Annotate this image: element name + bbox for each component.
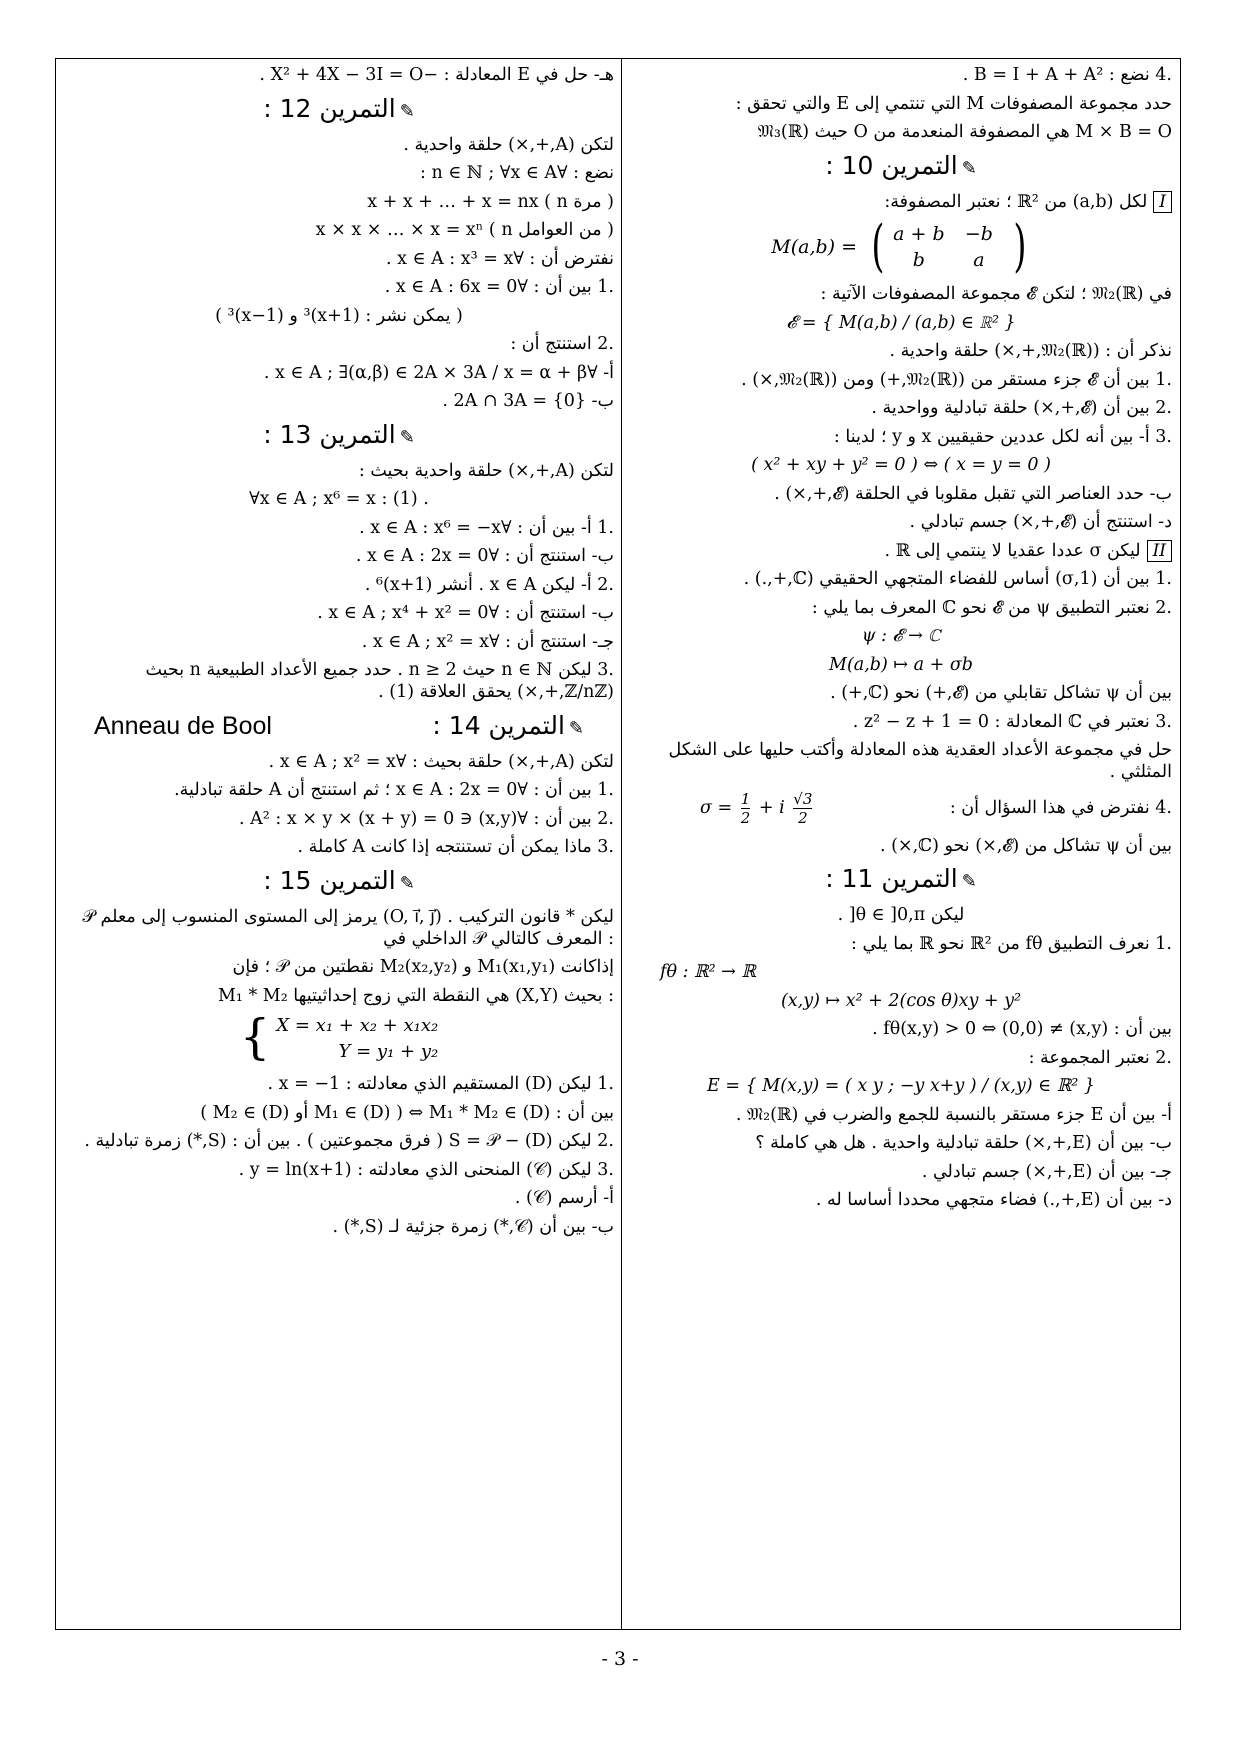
- sigma-value: σ = $\frac{1}{2}$ + i $\frac{√3}{2}$: [700, 789, 813, 827]
- ex9-parth: هـ- حل في E المعادلة : −X² + 4X − 3I = O .: [259, 65, 614, 85]
- ex11-q2d: د- بين أن (E,+,.) فضاء متجهي محددا أساسا له .: [815, 1190, 1172, 1210]
- ex10-intro: Iلكل (a,b) من ℝ² ؛ نعتبر المصفوفة:: [630, 191, 1172, 213]
- ex10-set-def: 𝓔 = { M(a,b) / (a,b) ∈ ℝ² }: [786, 312, 1016, 333]
- pencil-icon: ✎: [399, 100, 415, 122]
- exercise-11-title: ✎التمرين 11 :: [630, 863, 1172, 898]
- f-definition-1: fθ : ℝ² → ℝ: [660, 962, 756, 982]
- ex10-p2-q2b: بين أن ψ تشاكل تقابلي من (𝓔,+) نحو (ℂ,+) .: [830, 683, 1172, 703]
- ex11-intro: ليكن θ ∈ ]0,π[ .: [837, 905, 965, 925]
- exercise-14-title: Anneau de Bool ✎التمرين 14 :: [64, 710, 614, 745]
- ex14-q1: .1 بين أن : ∀x ∈ A : 2x = 0 ؛ ثم استنتج أن A حلقة تبادلية.: [174, 780, 614, 800]
- ex9-q4-line2: حدد مجموعة المصفوفات M التي تنتمي إلى E والتي تحقق :: [735, 93, 1172, 114]
- page-number: - 3 -: [601, 1648, 639, 1670]
- ex10-q3b: ب- حدد العناصر التي تقبل مقلوبا في الحلقة (𝓔,+,×) .: [774, 483, 1172, 504]
- ex11-q1b: بين أن : (x,y) ≠ (0,0) ⇔ fθ(x,y) > 0 .: [872, 1019, 1172, 1039]
- ex13-q2b: ب- استنتج أن : ∀x ∈ A ; x⁴ + x² = 0 .: [317, 603, 614, 623]
- ex13-q2a: .2 أ- ليكن x ∈ A . أنشر (x+1)⁶ .: [364, 574, 614, 595]
- ex12-intro: لتكن (A,+,×) حلقة واحدية .: [403, 134, 614, 155]
- ex10-recall: نذكر أن : (𝔐₂(ℝ),+,×) حلقة واحدية .: [889, 341, 1172, 361]
- ex15-q3b: ب- بين أن (𝒞,*) زمرة جزئية لـ (S,*) .: [332, 1216, 614, 1237]
- set-E-definition: E = { M(x,y) = ( x y ; −y x+y ) / (x,y) ∈ ℝ² }: [707, 1076, 1095, 1096]
- ex12-q1: .1 بين أن : ∀x ∈ A : 6x = 0 .: [384, 277, 614, 297]
- ex10-p2-q1: .1 بين أن (1,σ) أساس للفضاء المتجهي الحقيقي (ℂ,+,.) .: [743, 569, 1172, 589]
- ex12-q2b: ب- 2A ∩ 3A = {0} .: [442, 391, 614, 411]
- ex15-q3a: أ- أرسم (𝒞) .: [514, 1188, 614, 1208]
- ex13-q1b: ب- استنتج أن : ∀x ∈ A : 2x = 0 .: [355, 546, 614, 566]
- ex12-q2a: أ- ∀x ∈ A ; ∃(α,β) ∈ 2A × 3A / x = α + β .: [263, 362, 614, 383]
- ex13-condition: ∀x ∈ A ; x⁶ = x : (1) .: [249, 489, 429, 509]
- ex10-q1: .1 بين أن 𝓔 جزء مستقر من (𝔐₂(ℝ),+) ومن (𝔐₂(ℝ),×) .: [741, 369, 1172, 390]
- ex14-intro: لتكن (A,+,×) حلقة بحيث : ∀x ∈ A ; x² = x .: [268, 751, 614, 772]
- ex15-intro2: إذاكانت M₁(x₁,y₁) و M₂(x₂,y₂) نقطتين من 𝒫 ؛ فإن: [232, 957, 614, 977]
- ex15-q1: .1 ليكن (D) المستقيم الذي معادلته : x = −1 .: [267, 1074, 614, 1094]
- ex12-q1-hint: ( يمكن نشر : (x+1)³ و (x−1)³ ): [215, 305, 463, 326]
- ex15-q3: .3 ليكن (𝒞) المنحنى الذي معادلته : y = ln(x+1) .: [238, 1159, 614, 1180]
- ex11-q2a: أ- بين أن E جزء مستقر بالنسبة للجمع والضرب في 𝔐₂(ℝ) .: [735, 1104, 1172, 1125]
- part-label-I: I: [1153, 191, 1172, 213]
- f-definition-2: (x,y) ↦ x² + 2(cos θ)xy + y²: [780, 990, 1022, 1011]
- ex10-q3a-eq: ( x² + xy + y² = 0 ) ⇔ ( x = y = 0 ): [751, 455, 1051, 475]
- exercise-13-title: ✎التمرين 13 :: [64, 419, 614, 454]
- left-column: [64, 64, 614, 1244]
- ex14-q2: .2 بين أن : ∀(x,y) ∈ A² : x × y × (x + y) = 0 .: [239, 808, 614, 829]
- ex15-intro3: M₁ * M₂ هي النقطة التي زوج إحداثيتيها (X,Y) بحيث :: [217, 985, 614, 1006]
- ex10-p2-q3: .3 نعتبر في ℂ المعادلة : z² − z + 1 = 0 .: [852, 711, 1172, 732]
- pencil-icon: ✎: [961, 157, 977, 179]
- ex10-p2-q3b: حل في مجموعة الأعداد العقدية هذه المعادلة وأكتب حليها على الشكل المثلثي .: [668, 740, 1172, 782]
- ex10-q3a: .3 أ- بين أنه لكل عددين حقيقيين x و y ؛ لدينا :: [833, 426, 1172, 447]
- psi-definition-1: ψ : 𝓔 → ℂ: [861, 626, 941, 646]
- pencil-icon: ✎: [568, 717, 584, 739]
- psi-definition-2: M(a,b) ↦ a + σb: [829, 654, 973, 675]
- ex11-q2c: جـ- بين أن (E,+,×) جسم تبادلي .: [921, 1161, 1172, 1182]
- ex10-p2-q4: .4 نفترض في هذا السؤال أن : σ = $\frac{1}{2}$ + i $\frac{√3}{2}$: [700, 789, 1172, 827]
- ex15-q2: .2 ليكن S = 𝒫 − (D) ( فرق مجموعتين ) . بين أن : (S,*) زمرة تبادلية .: [84, 1131, 614, 1151]
- ex12-q2: .2 استنتج أن :: [510, 334, 614, 354]
- ex13-q2c: جـ- استنتج أن : ∀x ∈ A ; x² = x .: [361, 631, 614, 652]
- exercise-12-title: ✎التمرين 12 :: [64, 93, 614, 128]
- ex10-p2-q2: .2 نعتبر التطبيق ψ من 𝓔 نحو ℂ المعرف بما يلي :: [811, 597, 1172, 618]
- pencil-icon: ✎: [399, 426, 415, 448]
- pencil-icon: ✎: [399, 872, 415, 894]
- ex10-p2-q4b: بين أن ψ تشاكل من (𝓔,×) نحو (ℂ,×) .: [879, 835, 1172, 856]
- ex13-intro: لتكن (A,+,×) حلقة واحدية بحيث :: [358, 460, 614, 481]
- ex15-q1b: بين أن : M₁ * M₂ ∈ (D) ⇔ ( M₁ ∈ (D) أو M₂ ∈ (D) ): [200, 1102, 614, 1123]
- ex11-q2: .2 نعتبر المجموعة :: [1028, 1047, 1172, 1068]
- law-system: { X = x₁ + x₂ + x₁x₂ Y = y₁ + y₂: [239, 1009, 439, 1065]
- column-divider: [621, 58, 622, 1630]
- anneau-de-bool-label: Anneau de Bool: [94, 711, 272, 740]
- ex12-def-prod: x × x × … × x = xⁿ ( n من العوامل ): [315, 220, 614, 240]
- ex12-assume: نفترض أن : ∀x ∈ A : x³ = x .: [386, 248, 614, 269]
- exercise-10-title: ✎التمرين 10 :: [630, 150, 1172, 185]
- exercise-15-title: ✎التمرين 15 :: [64, 865, 614, 900]
- ex15-intro1: 𝒫 يرمز إلى المستوى المنسوب إلى معلم (O, i⃗, j⃗) . ليكن * قانون التركيب الداخلي في 𝒫 المعرف كالتالي :: [82, 906, 614, 949]
- ex14-q3: .3 ماذا يمكن أن تستنتجه إذا كانت A كاملة .: [297, 837, 614, 857]
- right-column: [630, 64, 1172, 1218]
- ex11-q2b: ب- بين أن (E,+,×) حلقة تبادلية واحدية . هل هي كاملة ؟: [755, 1133, 1172, 1153]
- ex10-q2: .2 بين أن (𝓔,+,×) حلقة تبادلية وواحدية .: [871, 398, 1172, 418]
- ex10-set-intro: في 𝔐₂(ℝ) ؛ لتكن 𝓔 مجموعة المصفوفات الآتية :: [820, 284, 1172, 304]
- ex12-def-head: نضع : ∀n ∈ ℕ ; ∀x ∈ A :: [420, 163, 614, 183]
- ex10-part2-intro: IIليكن σ عددا عقديا لا ينتمي إلى ℝ .: [630, 540, 1172, 562]
- ex13-q1a: .1 أ- بين أن : ∀x ∈ A : x⁶ = −x .: [359, 517, 614, 538]
- ex9-q4: .4 نضع : B = I + A + A² .: [962, 65, 1172, 85]
- matrix-definition: M(a,b) = ( a + b −b b a ): [771, 214, 1027, 279]
- ex11-q1: .1 نعرف التطبيق fθ من ℝ² نحو ℝ بما يلي :: [851, 933, 1172, 954]
- ex13-q3: .3 ليكن n ∈ ℕ حيث n ≥ 2 . حدد جميع الأعداد الطبيعية n بحيث (ℤ/nℤ,+,×) يحقق العلاقة (1) .: [145, 660, 614, 702]
- part-label-II: II: [1147, 540, 1172, 562]
- pencil-icon: ✎: [961, 871, 977, 892]
- ex9-q4-line3: 𝔐₃(ℝ) حيث O هي المصفوفة المنعدمة من M × B = O: [757, 122, 1172, 142]
- ex10-q3d: د- استنتج أن (𝓔,+,×) جسم تبادلي .: [909, 512, 1172, 532]
- ex12-def-sum: x + x + … + x = nx ( n مرة ): [367, 191, 614, 212]
